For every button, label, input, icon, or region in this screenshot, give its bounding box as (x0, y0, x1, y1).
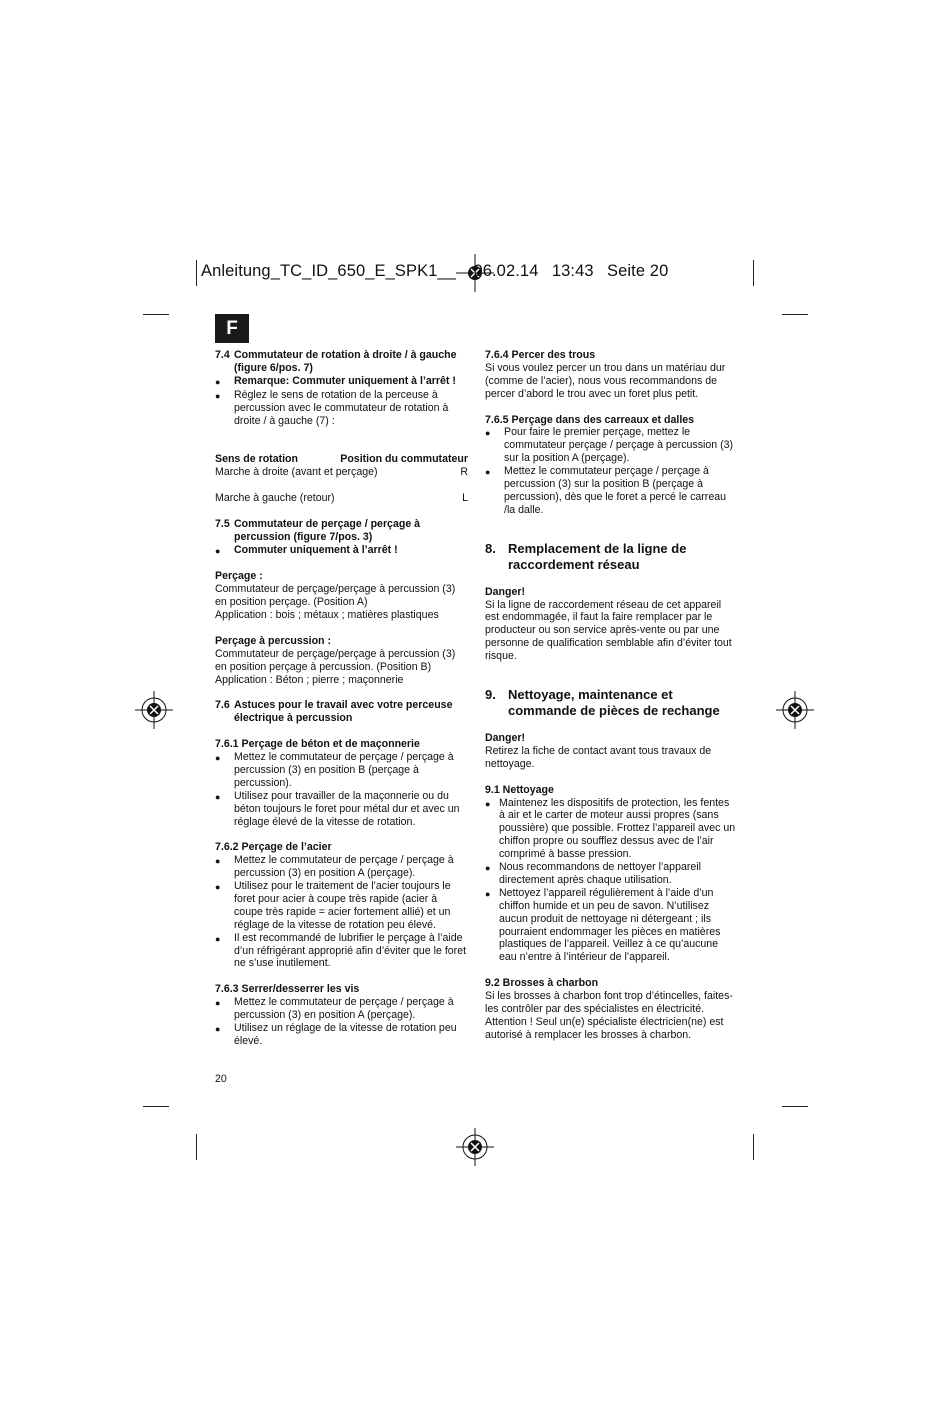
bullet-text: Utilisez pour travailler de la maçonnerie ou du béton toujours le foret pour métal dur et avec un réglage élevé de la vitesse de rotation. (234, 789, 460, 828)
section-title: Astuces pour le travail avec votre perceuse électrique à percussion (234, 699, 453, 725)
bullet-item (215, 996, 468, 1022)
bullet-text: Mettez le commutateur de perçage / perçage à percussion (3) en position A (perçage). (234, 854, 454, 880)
subheading: 9.1 Nettoyage (485, 783, 554, 796)
bullet-icon: ● (215, 376, 221, 387)
bullet-text: Mettez le commutateur de perçage / perçage à percussion (3) en position B (perçage à percussion). (234, 750, 454, 789)
chapter-heading (485, 687, 738, 719)
chapter-number: 9. (485, 687, 496, 703)
paragraph: Si la ligne de raccordement réseau de cet appareil est endommagée, il faut la faire remplacer par le producteur ou son service après-vente ou par une personne de qualification semblable afin d’éviter tout risque. (485, 598, 732, 663)
table-cell: L (462, 491, 468, 504)
section-number: 7.5 (215, 517, 230, 530)
page-number: 20 (215, 1073, 227, 1085)
crop-mark (196, 260, 197, 286)
bullet-icon: ● (215, 998, 221, 1009)
crop-mark (753, 260, 754, 286)
table-row (215, 466, 468, 479)
section-title: Commutateur de rotation à droite / à gauche (figure 6/pos. 7) (234, 349, 457, 374)
bullet-item (215, 880, 468, 932)
table-header-cell: Sens de rotation (215, 453, 298, 466)
table-cell: Marche à gauche (retour) (215, 491, 335, 504)
language-badge: F (215, 314, 249, 343)
header-filename: Anleitung_TC_ID_650_E_SPK1__ (201, 262, 457, 280)
bullet-text: Pour faire le premier perçage, mettez le commutateur perçage / perçage à percussion (3) sur la position A (perçage). (504, 426, 734, 465)
right-column (485, 349, 738, 1042)
bullet-item (215, 544, 468, 558)
header-time: 13:43 (551, 262, 594, 280)
crop-mark (143, 314, 169, 315)
bullet-icon: ● (215, 390, 221, 401)
bullet-item (215, 854, 468, 880)
danger-label: Danger! (485, 731, 526, 744)
crop-mark (753, 1134, 754, 1160)
bullet-icon: ● (215, 752, 221, 763)
chapter-heading (485, 541, 738, 573)
section-title: Commutateur de perçage / perçage à percussion (figure 7/pos. 3) (234, 517, 421, 543)
paragraph: Application : bois ; métaux ; matières plastiques (215, 609, 439, 622)
bullet-icon: ● (215, 791, 221, 802)
bullet-item (215, 790, 468, 829)
print-header (201, 262, 668, 281)
table-header-cell: Position du commutateur (340, 453, 468, 466)
bullet-icon: ● (215, 545, 221, 556)
chapter-number: 8. (485, 540, 496, 556)
bullet-item (215, 389, 468, 428)
crop-mark (196, 1134, 197, 1160)
header-page: Seite 20 (607, 262, 669, 280)
chapter-title: Nettoyage, maintenance et commande de pièces de rechange (508, 687, 720, 719)
bullet-icon: ● (215, 856, 221, 867)
bullet-text: Il est recommandé de lubrifier le perçage à l’aide d’un réfrigérant approprié afin d’éviter que le foret ne s’use inutilement. (234, 931, 467, 970)
bullet-icon: ● (485, 863, 491, 874)
bullet-text: Commuter uniquement à l’arrêt ! (234, 543, 398, 556)
bullet-icon: ● (485, 888, 491, 899)
crop-mark (782, 314, 808, 315)
table-header (215, 453, 468, 466)
subheading: Perçage : (215, 570, 263, 583)
table-row (215, 492, 468, 505)
chapter-title: Remplacement de la ligne de raccordement réseau (508, 540, 687, 572)
bullet-item (215, 751, 468, 790)
header-date: 06.02.14 (473, 262, 539, 280)
bullet-text: Réglez le sens de rotation de la perceuse à percussion avec le commutateur de rotation à droite / à gauche (7) : (234, 388, 449, 427)
subheading: 7.6.4 Percer des trous (485, 349, 596, 361)
section-heading (215, 349, 468, 375)
bullet-icon: ● (485, 467, 491, 478)
paragraph: Commutateur de perçage/perçage à percussion (3) en position perçage. (Position A) (215, 583, 456, 609)
bullet-icon: ● (485, 428, 491, 439)
bullet-text: Nous recommandons de nettoyer l’appareil directement après chaque utilisation. (499, 861, 701, 886)
bullet-icon: ● (485, 798, 491, 809)
crop-mark (782, 1106, 808, 1107)
bullet-text: Nettoyez l’appareil régulièrement à l’aide d’un chiffon humide et un peu de savon. N’utilisez aucun produit de nettoyage ni détergeant ; ils pourraient endommager les pièces en matières plastiques de l’appareil. Veillez à ce qu’aucune eau n’entre à l’intérieur de l’appareil. (499, 886, 721, 964)
bullet-item (485, 887, 738, 964)
bullet-item (215, 932, 468, 971)
subheading: 9.2 Brosses à charbon (485, 977, 599, 990)
danger-label: Danger! (485, 585, 526, 598)
paragraph: Commutateur de perçage/perçage à percussion (3) en position perçage à percussion. (Position B) (215, 647, 456, 673)
bullet-item (485, 426, 738, 465)
table-cell: R (460, 466, 468, 479)
subheading: 7.6.2 Perçage de l’acier (215, 841, 332, 854)
paragraph: Si les brosses à charbon font trop d’étincelles, faites-les contrôler par des spécialistes en électricité. (485, 990, 733, 1015)
subheading: 7.6.5 Perçage dans des carreaux et dalles (485, 413, 695, 426)
bullet-icon: ● (215, 1023, 221, 1034)
bullet-text: Mettez le commutateur de perçage / perçage à percussion (3) en position A (perçage). (234, 996, 454, 1022)
table-cell: Marche à droite (avant et perçage) (215, 466, 378, 479)
bullet-item (485, 465, 738, 517)
left-column (215, 349, 468, 1048)
bullet-item (215, 1022, 468, 1048)
section-heading (215, 518, 468, 544)
bullet-item (215, 375, 468, 389)
paragraph: Retirez la fiche de contact avant tous travaux de nettoyage. (485, 744, 712, 770)
bullet-text: Utilisez pour le traitement de l’acier toujours le foret pour acier à coupe très rapide (acier à coupe très rapide = acier fortement allié) et un réglage de la vitesse de rotation peu élevé. (234, 880, 451, 931)
subheading: Perçage à percussion : (215, 634, 331, 647)
bullet-text: Maintenez les dispositifs de protection, les fentes à air et le carter de moteur aussi propres (sans poussière) que possible. Frottez l’appareil avec un chiffon propre ou soufflez dessus avec de l’air comprimé à basse pression. (499, 796, 736, 861)
bullet-text: Mettez le commutateur perçage / perçage à percussion (3) sur la position B (perçage à percussion), dès que le foret a percé le carreau /la dalle. (504, 465, 727, 516)
registration-mark-icon (135, 691, 173, 729)
registration-mark-icon (456, 1128, 494, 1166)
subheading: 7.6.1 Perçage de béton et de maçonnerie (215, 738, 420, 751)
bullet-item (485, 797, 738, 862)
bullet-item (485, 861, 738, 887)
registration-mark-icon (776, 691, 814, 729)
subheading: 7.6.3 Serrer/desserrer les vis (215, 983, 360, 996)
section-number: 7.6 (215, 699, 230, 712)
paragraph: Si vous voulez percer un trou dans un matériau dur (comme de l’acier), nous vous recommandons de percer d’abord le trou avec un foret plus petit. (485, 361, 726, 400)
paragraph: Attention ! Seul un(e) spécialiste électricien(ne) est autorisé à remplacer les brosses à charbon. (485, 1015, 724, 1041)
bullet-text: Remarque: Commuter uniquement à l’arrêt ! (234, 374, 456, 387)
section-number: 7.4 (215, 349, 230, 361)
section-heading (215, 699, 468, 725)
bullet-icon: ● (215, 933, 221, 944)
paragraph: Application : Béton ; pierre ; maçonnerie (215, 673, 404, 686)
bullet-text: Utilisez un réglage de la vitesse de rotation peu élevé. (234, 1021, 457, 1047)
bullet-icon: ● (215, 882, 221, 893)
crop-mark (143, 1106, 169, 1107)
